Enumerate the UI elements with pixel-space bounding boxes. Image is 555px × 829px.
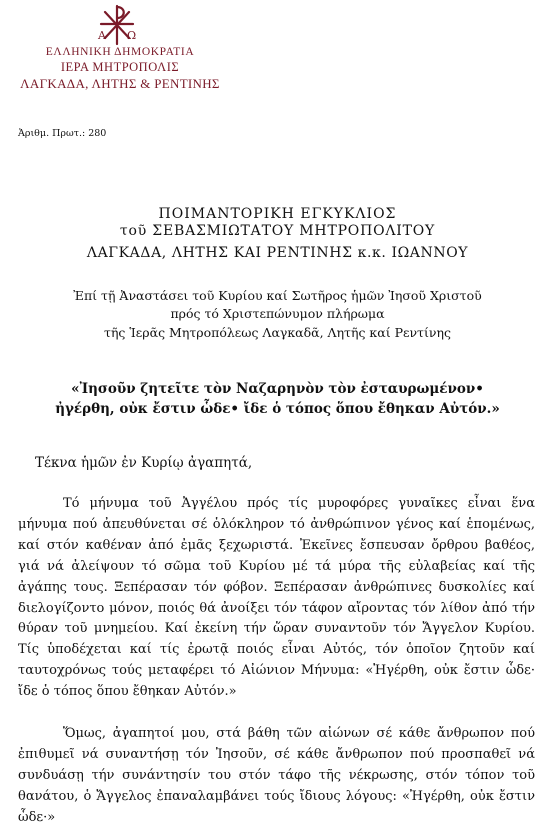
body-paragraph-2: Ὅμως, ἀγαπητοί μου, στά βάθη τῶν αἰώνων σέ κάθε ἄνθρωπον πού ἐπιθυμεῖ νά συναντήσῃ τόν Ἰησοῦν, σέ κάθε ἄνθρωπον πού προσπαθεῖ νά συνδυάσῃ τήν συνάντησίν του στόν τάφο τῆς νέκρωσης, στόν τόπον τοῦ θανάτου, ὁ Ἄγγελος ἐπαναλαμβάνει τούς ἴδιους λόγους: «Ἠγέρθη, οὐκ ἔστιν ὧδε·» (18, 726, 535, 825)
chi-rho-cross-logo (95, 2, 139, 46)
scripture-quote-line-1: «Ἰησοῦν ζητεῖτε τὸν Ναζαρηνὸν τὸν ἐσταυρωμένον• (71, 381, 484, 397)
header-republic: ΕΛΛΗΝΙΚΗ ΔΗΜΟΚΡΑΤΙΑ (45, 46, 195, 58)
occasion-line-3: τῆς Ἱερᾶς Μητροπόλεως Λαγκαδᾶ, Λητῆς καί Ρεντίνης (104, 325, 451, 340)
greeting: Τέκνα ἡμῶν ἐν Κυρίῳ ἀγαπητά, (35, 455, 253, 471)
title-encyclical: ΠΟΙΜΑΝΤΟΡΙΚΗ ΕΓΚΥΚΛΙΟΣ (158, 206, 397, 222)
svg-text:Ω: Ω (127, 29, 137, 42)
title-diocese-name: ΛΑΓΚΑΔΑ, ΛΗΤΗΣ ΚΑΙ ΡΕΝΤΙΝΗΣ κ.κ. ΙΩΑΝΝΟΥ (86, 245, 469, 261)
svg-text:Α: Α (98, 29, 106, 42)
scripture-quote-line-2: ἠγέρθη, οὐκ ἔστιν ὧδε• ἴδε ὁ τόπος ὅπου ἔθηκαν Αὐτόν.» (55, 401, 500, 417)
occasion-line-1: Ἐπί τῇ Ἀναστάσει τοῦ Κυρίου καί Σωτῆρος ἡμῶν Ἰησοῦ Χριστοῦ (73, 288, 482, 303)
occasion-line-2: πρός τό Χριστεπώνυμον πλήρωμα (170, 306, 385, 321)
header-diocese: ΛΑΓΚΑΔΑ, ΛΗΤΗΣ & ΡΕΝΤΙΝΗΣ (20, 76, 220, 91)
header-metropolis: ΙΕΡΑ ΜΗΤΡΟΠΟΛΙΣ (60, 60, 180, 74)
body-paragraph-1: Τό μήνυμα τοῦ Ἀγγέλου πρός τίς μυροφόρες γυναῖκες εἶναι ἕνα μήνυμα πού ἀπευθύνεται σέ ὁλόκληρον τό ἀνθρώπινον γένος καί ἑπομένως, καί στόν καθέναν ἀπό ἐμᾶς ξεχωριστά. Ἐκεῖνες ἔσπευσαν ὄρθρου βαθέος, γιά νά ἀλείψουν τό σῶμα τοῦ Κυρίου μέ τά μύρα τῆς εὐλαβείας καί τῆς ἀγάπης τους. Ξεπέρασαν τόν φόβον. Ξεπέρασαν ἀνθρώπινες δυσκολίες καί διελογίζοντο μόνον, ποιός θά ἀνοίξει τόν τάφον αἴροντας τόν λίθον ἀπό τήν θύραν τοῦ μνημείου. Καί ἐκείνη τήν ὥραν συναντοῦν τόν Ἄγγελον Κυρίου. Τίς ὑποδέχεται καί τίς ἐρωτᾷ ποιός εἶναι Αὐτός, τόν ὁποῖον ζητοῦν καί ταυτοχρόνως τούς μεταφέρει τό Αἰώνιον Μήνυμα: «Ἠγέρθη, οὐκ ἔστιν ὧδε· ἴδε ὁ τόπος ὅπου ἔθηκαν Αὐτόν.» (18, 496, 535, 700)
title-metropolitan: τοῦ ΣΕΒΑΣΜΙΩΤΑΤΟΥ ΜΗΤΡΟΠΟΛΙΤΟΥ (119, 223, 436, 239)
protocol-number: Ἀριθμ. Πρωτ.: 280 (18, 128, 107, 139)
